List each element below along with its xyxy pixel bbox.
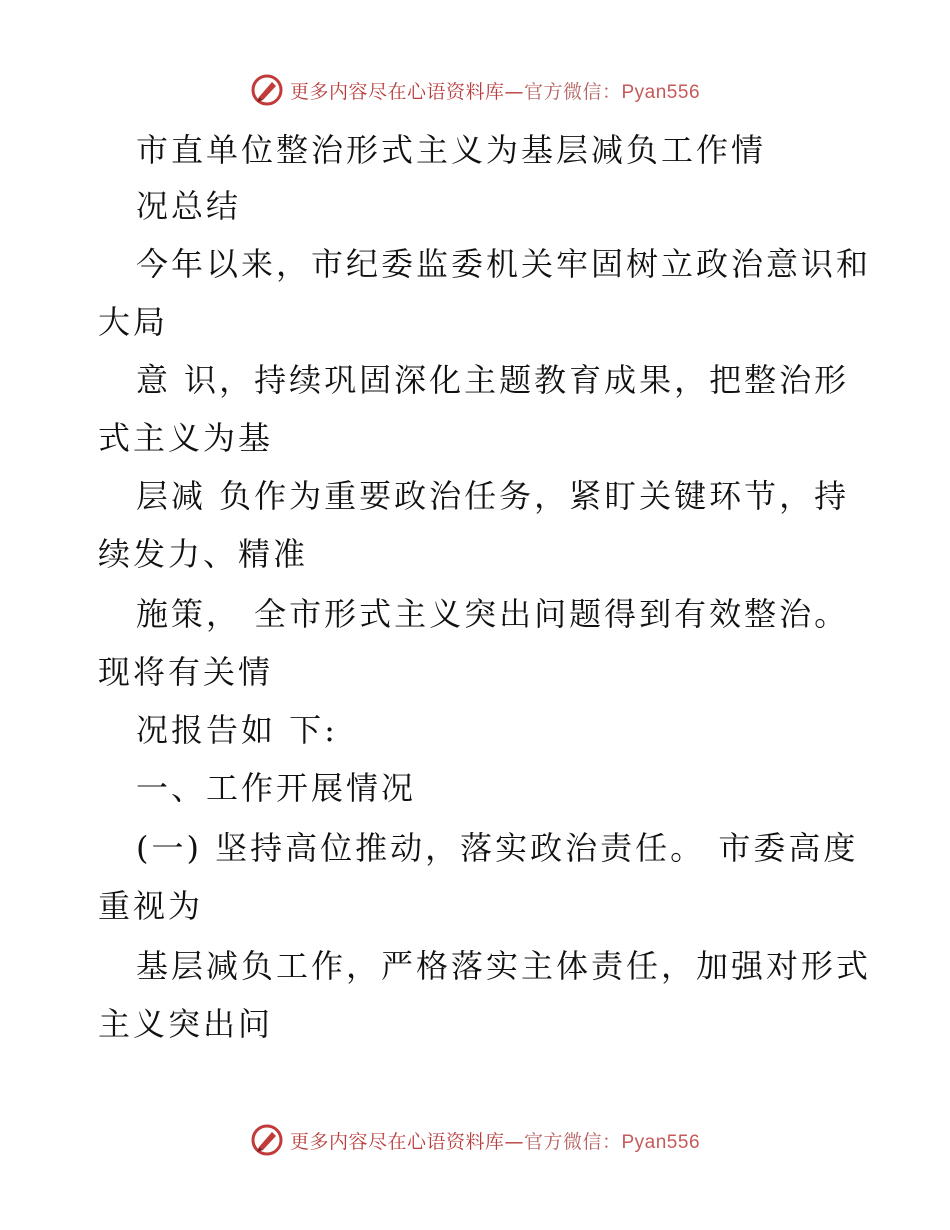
doc-paragraph-line: 今年以来，市纪委监委机关牢固树立政治意识和 xyxy=(136,245,872,283)
watermark-brand: 更多内容尽在心语资料库 xyxy=(289,80,505,103)
watermark-text xyxy=(290,77,700,104)
doc-paragraph-line: 主义突出问 xyxy=(98,1005,274,1043)
pen-logo-icon xyxy=(250,1123,284,1157)
doc-section-heading: 一、工作开展情况 xyxy=(136,769,417,807)
doc-paragraph-line: 基层减负工作，严格落实主体责任，加强对形式 xyxy=(136,947,872,985)
doc-paragraph-line: 施策， 全市形式主义突出问题得到有效整治。 xyxy=(136,595,850,633)
watermark-wechat-id: Pyan556 xyxy=(621,1131,701,1153)
doc-title-line-2: 况总结 xyxy=(136,187,242,225)
watermark-wechat-label: 官方微信： xyxy=(523,80,622,103)
doc-paragraph-line: 续发力、精准 xyxy=(98,535,309,573)
doc-title-line-1: 市直单位整治形式主义为基层减负工作情 xyxy=(136,131,767,169)
watermark-banner-bottom xyxy=(0,1120,950,1160)
doc-paragraph-line: 大局 xyxy=(98,303,169,341)
watermark-text xyxy=(290,1127,700,1154)
watermark-separator: — xyxy=(504,80,524,103)
watermark-wechat-label: 官方微信： xyxy=(523,1130,622,1153)
watermark-separator: — xyxy=(504,1130,524,1153)
doc-paragraph-line: 式主义为基 xyxy=(98,419,274,457)
watermark-brand: 更多内容尽在心语资料库 xyxy=(289,1130,505,1153)
watermark-banner-top xyxy=(0,70,950,110)
doc-paragraph-line: 层减 负作为重要政治任务，紧盯关键环节，持 xyxy=(136,477,850,515)
doc-paragraph-line: 况报告如 下: xyxy=(136,711,338,749)
doc-paragraph-line: 重视为 xyxy=(98,887,204,925)
watermark-wechat-id: Pyan556 xyxy=(621,81,701,103)
pen-logo-icon xyxy=(250,73,284,107)
doc-paragraph-line: 意 识，持续巩固深化主题教育成果，把整治形 xyxy=(136,361,850,399)
doc-paragraph-line: 现将有关情 xyxy=(98,653,274,691)
doc-subsection-line: (一) 坚持高位推动，落实政治责任。 市委高度 xyxy=(136,829,859,867)
